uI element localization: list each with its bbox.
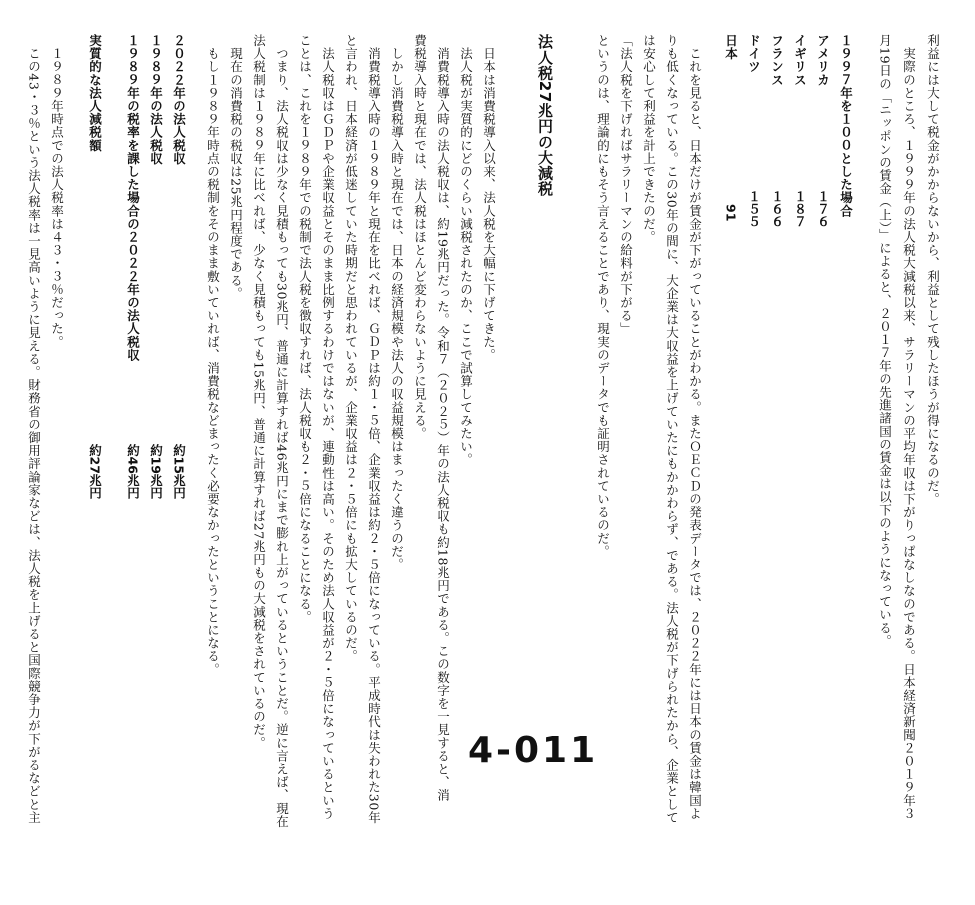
wage-table-header: １９９７年を１００とした場合 xyxy=(838,34,854,218)
text-line: しかし消費税導入時と現在では、日本の経済規模や法人の収益規模はまったく違うのだ。 xyxy=(389,34,405,572)
text-line: この43・３％という法人税率は一見高いように見える。財務省の御用評論家などは、法人税を上げると国際競争力が下がるなどと主 xyxy=(26,34,42,825)
text-line: ことは、これを１９８９年での税制で法人税を徴収すれば、法人税収も２・５倍になることになる。 xyxy=(297,34,313,624)
text-line: １９８９年時点での法人税率は４３・３％だった。 xyxy=(49,34,65,349)
wage-table-country: イギリス xyxy=(792,34,808,87)
wage-table-country: アメリカ xyxy=(815,34,831,87)
tax-table-label: １９８９年の税率を課した場合の２０２２年の法人税収 xyxy=(125,34,141,362)
tax-table-label: １９８９年の法人税収 xyxy=(148,34,164,165)
section-title: 法人税27兆円の大減税 xyxy=(536,34,554,197)
wage-table-value: １７６ xyxy=(815,190,831,228)
page-code: 4-011 xyxy=(468,730,599,771)
tax-table-value: 約19兆円 xyxy=(148,444,164,499)
text-line: もし１９８９年時点の税制をそのまま敷いていれば、消費税などまったく必要なかったということになる。 xyxy=(205,34,221,676)
wage-table-value: １５５ xyxy=(746,190,762,228)
text-line: と言われ、日本経済が低迷していた時期だと思われているが、企業収益は２・５倍にも拡大しているのだ。 xyxy=(343,34,359,663)
wage-table-country: フランス xyxy=(769,34,785,87)
text-line: 法人税が実質的にどのくらい減税されたのか、ここで試算してみたい。 xyxy=(458,34,474,467)
text-line: 現在の消費税の税収は25兆円程度である。 xyxy=(228,34,244,301)
text-line: 消費税導入時の１９８９年と現在を比べれば、ＧＤＰは約１・５倍、企業収益は約２・５倍になっている。平成時代は失われた30年 xyxy=(366,34,382,825)
tax-table-value: 約46兆円 xyxy=(125,444,141,499)
wage-table-value: １８７ xyxy=(792,190,808,228)
text-line: は安心して利益を計上できたのだ。 xyxy=(641,34,657,244)
text-line: 実際のところ、１９９９年の法人税大減税以来、サラリーマンの平均年収は下がりっぱなしなのである。日本経済新聞２０１９年３ xyxy=(901,34,917,820)
tax-table-label: ２０２２年の法人税収 xyxy=(171,34,187,165)
text-line: 「法人税を下げればサラリーマンの給料が下がる」 xyxy=(618,34,634,336)
tax-table-value: 約15兆円 xyxy=(171,444,187,499)
text-line: 消費税導入時の法人税収は、約19兆円だった。令和７（２０２５）年の法人税収も約18兆円である。この数字を一見すると、消 xyxy=(435,34,451,802)
text-line: 費税導入時と現在では、法人税はほとんど変わらないように見える。 xyxy=(412,34,428,441)
wage-table-value: 91 xyxy=(723,204,739,222)
tax-table-total-value: 約27兆円 xyxy=(87,444,103,499)
text-line: これを見ると、日本だけが賃金が下がっていることがわかる。またＯＥＣＤの発表データでは、２０２２年には日本の賃金は韓国よ xyxy=(687,34,703,820)
wage-table-country: 日本 xyxy=(723,34,739,61)
wage-table-value: １６６ xyxy=(769,190,785,228)
text-line: 利益には大して税金がかからないから、利益として残したほうが得になるのだ。 xyxy=(925,34,941,506)
text-line: というのは、理論的にもそう言えることであり、現実のデータでも証明されているのだ。 xyxy=(595,34,611,558)
text-line: 法人税制は１９８９年に比べれば、少なく見積もっても15兆円、普通に計算すれば27兆円もの大減税をされているのだ。 xyxy=(251,34,267,750)
tax-table-total-label: 実質的な法人減税額 xyxy=(87,34,103,152)
text-line: りも低くなっている。この30年の間に、大企業は大収益を上げていたにもかかわらず、である。法人税が下げられたから、企業として xyxy=(664,34,680,825)
text-line: 法人税収はＧＤＰや企業収益とそのまま比例するわけではないが、連動性は高い。そのため法人収益が２・５倍になっているという xyxy=(320,34,336,820)
wage-table-country: ドイツ xyxy=(746,34,762,74)
text-line: つまり、法人税収は少なく見積もっても30兆円、普通に計算すれば46兆円にまで膨れ上がっているということだ。逆に言えば、現在 xyxy=(274,34,290,829)
text-line: 日本は消費税導入以来、法人税を大幅に下げてきた。 xyxy=(481,34,497,362)
text-line: 月19日の「ニッポンの賃金（上）」によると、２０１７年の先進諸国の賃金は以下のようになっている。 xyxy=(877,34,893,648)
